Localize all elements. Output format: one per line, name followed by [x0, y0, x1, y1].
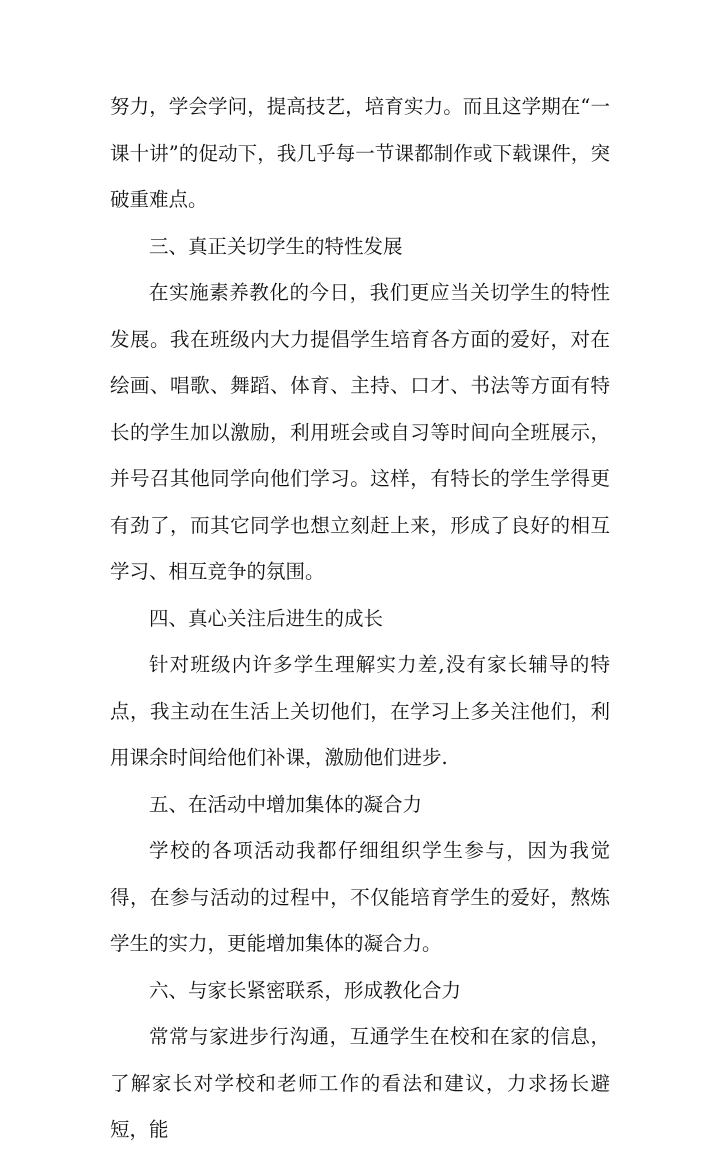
- section-heading-4: 四、真心关注后进生的成长: [149, 606, 384, 630]
- section-heading-3: 三、真正关切学生的特性发展: [149, 234, 403, 258]
- document-body: [110, 84, 610, 1154]
- paragraph-section-3: 在实施素养教化的今日，我们更应当关切学生的特性发展。我在班级内大力提倡学生培育各方面的爱好，对在绘画、唱歌、舞蹈、体育、主持、口才、书法等方面有特长的学生加以激励，利用班会或自习等时间向全班展示，并号召其他同学向他们学习。这样，有特长的学生学得更有劲了，而其它同学也想立刻赶上来，形成了良好的相互学习、相互竞争的氛围。: [110, 281, 610, 583]
- paragraph-section-5: 学校的各项活动我都仔细组织学生参与，因为我觉得，在参与活动的过程中，不仅能培育学生的爱好，熬炼学生的实力，更能增加集体的凝合力。: [110, 839, 610, 955]
- section-heading-6: 六、与家长紧密联系，形成教化合力: [149, 978, 462, 1002]
- paragraph-section-4: 针对班级内许多学生理解实力差,没有家长辅导的特点，我主动在生活上关切他们，在学习上多关注他们，利用课余时间给他们补课，激励他们进步.: [110, 653, 610, 769]
- section-heading-5: 五、在活动中增加集体的凝合力: [149, 792, 423, 816]
- paragraph-section-6: 常常与家进步行沟通，互通学生在校和在家的信息，了解家长对学校和老师工作的看法和建议，力求扬长避短，能: [110, 1025, 610, 1141]
- paragraph-continuation: 努力，学会学问，提高技艺，培育实力。而且这学期在“一课十讲”的促动下，我几乎每一节课都制作或下载课件，突破重难点。: [110, 95, 610, 211]
